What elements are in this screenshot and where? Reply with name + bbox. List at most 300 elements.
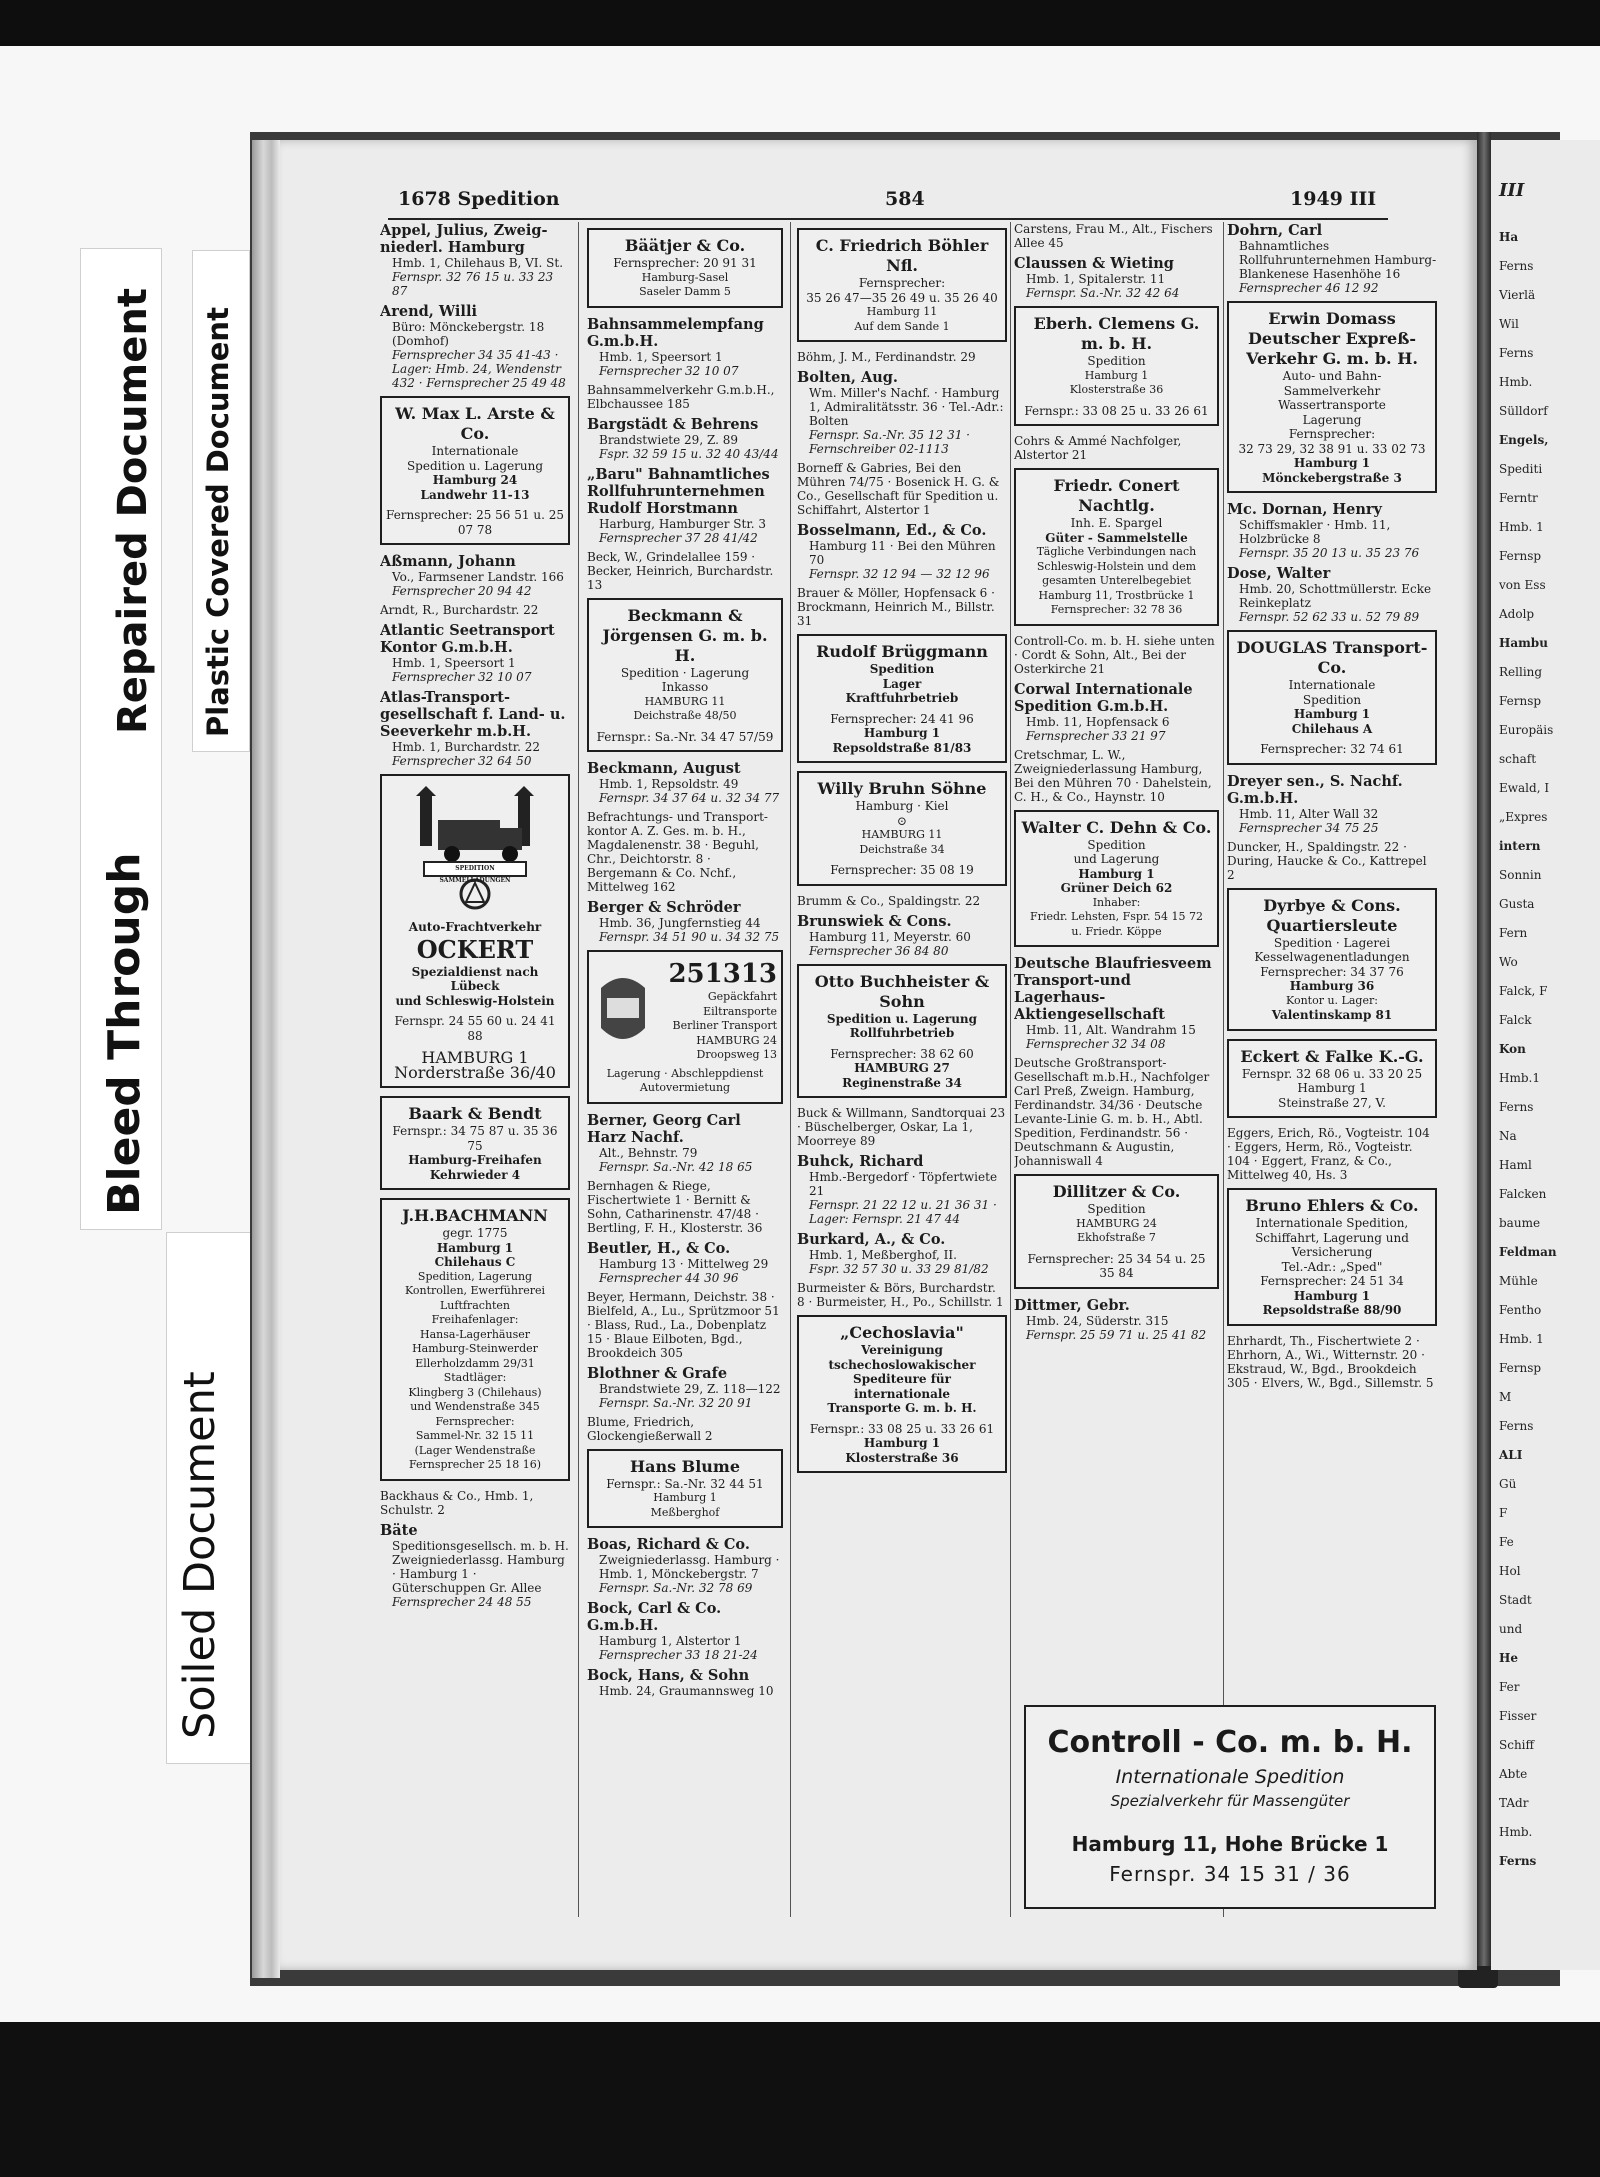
entry-name: Bäte [380,1521,418,1539]
advert-bold-line: tschechoslowakischer [828,1357,976,1372]
entry-name: Atlas-Transport-gesellschaft f. Land- u. Seeverkehr m.b.H. [380,689,566,740]
column-5 [1227,222,1437,1395]
directory-entry [380,553,570,598]
directory-entry [1014,1297,1219,1342]
directory-entry [1227,501,1437,560]
entry-address: Hmb. 36, Jungfernstieg 44 [599,916,761,930]
advert-name: Bäätjer & Co. [624,236,746,255]
advert-address: Hamburg 1 [863,1436,941,1450]
next-page-fragment: Fernsp [1499,1361,1542,1375]
advert-detail: HAMBURG 24 [696,1033,777,1047]
entry-name: Mc. Dornan, Henry [1227,501,1382,518]
advert-name: Bruno Ehlers & Co. [1245,1196,1419,1215]
next-page-fragment: Europäis [1499,723,1554,737]
advert-box [1227,301,1437,493]
next-page-fragment: Falck [1499,1013,1532,1027]
advert-detail: Klingberg 3 (Chilehaus) [408,1385,542,1399]
advert-detail: Hamburg-Steinwerder [412,1342,538,1355]
advert-bold-line: Hamburg-Freihafen [408,1153,542,1167]
entry-name: Boas, Richard & Co. [587,1536,750,1553]
next-page-fragment: Spediti [1499,462,1543,476]
advert-bold-line: Chilehaus A [1291,721,1373,736]
entry-address: Harburg, Hamburger Str. 3 [599,516,767,531]
advert-name: Erwin Domass Deutscher Expreß-Verkehr G. m. b. H. [1246,309,1418,368]
next-page-fragment: Fernsp [1499,549,1542,563]
advert-line: Lagerung [1302,412,1362,427]
entry-phone: Fernspr. Sa.-Nr. 32 20 91 [599,1395,753,1410]
advert-detail: Hansa-Lagerhäuser [420,1327,530,1341]
advert-detail: Hamburg-Sasel [641,270,729,284]
advert-detail: Kontor u. Lager: [1286,993,1378,1007]
entry-phone: Fspr. 32 57 30 u. 33 29 81/82 [809,1262,989,1276]
advert-address: Repsoldstraße 81/83 [832,740,972,755]
next-page-fragment: Relling [1499,665,1543,679]
entry-phone: Fernsprecher 34 75 25 [1239,820,1379,835]
advert-line: Spedition [1087,1202,1146,1216]
advert-detail: Luftfrachten [439,1298,511,1312]
advert-box [1014,810,1219,948]
next-page-fragment: Haml [1499,1158,1532,1172]
directory-entry [1227,1334,1437,1390]
advert-line: Spedition [1302,692,1362,707]
entry-phone: Fernsprecher 37 28 41/42 [599,530,758,545]
directory-entry [797,522,1007,581]
next-page-fragment: Abte [1499,1767,1528,1781]
next-page-fragment: Ferns [1499,1419,1534,1433]
next-page-fragment: Fernsp [1499,694,1542,708]
directory-entry [1014,434,1219,462]
entry-address: Wm. Miller's Nachf. · Hamburg 1, Admiralitätsstr. 36 · Tel.-Adr.: Bolten [809,386,1004,428]
entry-phone: Fernsprecher 32 64 50 [392,754,532,768]
advert-line: Fernsprecher: 24 51 34 [1260,1274,1404,1288]
advert-name: Rudolf Brüggmann [816,642,988,661]
entry-address: Hmb. 20, Schottmüllerstr. Ecke Reinkeplatz [1239,582,1432,610]
advert-line: Hamburg · Kiel [855,799,949,813]
directory-entry [797,369,1007,456]
entry-phone: Fernsprecher 44 30 96 [599,1270,739,1285]
entry-name: Bock, Hans, & Sohn [587,1667,750,1684]
directory-entry [380,603,570,617]
directory-entry [1014,222,1219,250]
directory-entry [587,416,783,461]
soiled-label [166,1232,252,1764]
directory-entry [1014,1056,1219,1168]
next-page-fragment: Mühle [1499,1274,1538,1288]
entry-name: Berner, Georg Carl Harz Nachf. [587,1111,741,1146]
controll-co-advertisement [1024,1705,1436,1909]
entry-address: Hamburg 13 · Mittelweg 29 [599,1256,769,1271]
advert-bold-line: Kraftfuhrbetrieb [845,691,959,705]
directory-entry [587,1415,783,1443]
entry-phone: Fernsprecher 34 35 41-43 · Lager: Hmb. 24, Wendenstr 432 · Fernsprecher 25 49 48 [392,348,566,390]
entry-address: Hmb. 1, Burchardstr. 22 [392,740,541,754]
advert-detail: Saseler Damm 5 [639,285,731,298]
advert-line: Fernsprecher: 34 37 76 [1260,964,1404,979]
advert-box [797,964,1007,1099]
directory-page [280,140,1477,1970]
next-page-fragment: Fern [1499,926,1528,940]
column-divider [1223,222,1224,1917]
entry-name: Beckmann, August [587,760,741,777]
entry-address: Deutsche Großtransport-Gesellschaft m.b.H., Nachfolger Carl Preß, Zweign. Hamburg, Ferdinandstr. 34/36 · Deutsche Levante-Linie G. m. b. H., Abtl. Spedition, Ferdinandstr. 56 · Deutschmann & Augustin, Johanniswall 4 [1014,1056,1210,1168]
advert-line: Tel.-Adr.: „Sped" [1281,1259,1383,1274]
advert-detail: Ellerholzdamm 29/31 [415,1356,535,1370]
advert-box [380,396,570,545]
directory-entry [797,913,1007,958]
advert-detail: Klosterstraße 36 [1069,383,1164,396]
advert-name: Baark & Bendt [408,1104,542,1123]
advert-bold-line: Hamburg 1 [436,1240,514,1255]
entry-address: Beck, W., Grindelallee 159 · Becker, Heinrich, Burchardstr. 13 [587,549,774,592]
next-page-fragment: Schiff [1499,1738,1535,1752]
advert-detail: Freihafenlager: [431,1313,519,1326]
next-page-fragment: ALI [1499,1448,1523,1462]
entry-phone: Fernsprecher 32 10 07 [599,363,739,378]
entry-address: Hmb. 24, Süderstr. 315 [1026,1313,1169,1328]
entry-address: Hmb. 1, Speersort 1 [392,656,516,670]
next-page-fragment: Fe [1499,1535,1514,1549]
entry-address: Hamburg 1, Alstertor 1 [599,1634,742,1648]
entry-phone: Fernspr. 21 22 12 u. 21 36 31 · Lager: Fernspr. 21 47 44 [809,1198,997,1226]
directory-entry [587,550,783,592]
advert-detail: Droopsweg 13 [696,1048,777,1061]
entry-address: Cohrs & Ammé Nachfolger, Alstertor 21 [1014,434,1182,462]
entry-address: Hmb. 11, Hopfensack 6 [1026,714,1170,729]
advert-detail: Eiltransporte [703,1004,777,1018]
entry-address: Hmb.-Bergedorf · Töpfertwiete 21 [809,1170,998,1198]
entry-name: Claussen & Wieting [1014,255,1174,272]
ad-phone: Fernspr. 34 15 31 / 36 [1109,1862,1351,1886]
advert-line: Inkasso [661,680,709,694]
advert-name: C. Friedrich Böhler Nfl. [815,236,989,275]
advert-name: Willy Bruhn Söhne [817,779,987,798]
next-page-fragment: Hmb. 1 [1499,1332,1544,1346]
entry-phone: Fernsprecher 20 94 42 [392,584,532,598]
advert-line: Spedition [1087,354,1146,368]
column-4 [1014,222,1219,1347]
next-page-fragment: schaft [1499,752,1537,766]
entry-phone: Fernspr. 32 76 15 u. 33 23 87 [392,270,554,298]
advert-box [1014,306,1219,426]
entry-name: Beutler, H., & Co. [587,1239,731,1257]
advert-box [587,598,783,753]
advert-line: Sammelverkehr [1283,383,1381,398]
advert-line: 32 73 29, 32 38 91 u. 33 02 73 [1238,441,1426,456]
advert-line: und Lagerung [1073,852,1160,866]
entry-address: Hmb. 11, Alt. Wandrahm 15 [1026,1023,1196,1037]
advert-line: ⊙ [896,813,908,828]
entry-phone: Fernspr. Sa.-Nr. 42 18 65 [599,1159,753,1174]
advert-detail: HAMBURG 11 [644,694,726,708]
next-page-edge [1491,140,1600,1970]
advert-name: Dyrbye & Cons. Quartiersleute [1263,895,1401,935]
book-page-edges [252,140,280,1978]
entry-address: Bahnsammelverkehr G.m.b.H., Elbchaussee 185 [587,382,775,411]
advert-phone: Fernspr.: Sa.-Nr. 34 47 57/59 [596,729,774,744]
ad-address: Hamburg 11, Hohe Brücke 1 [1071,1832,1389,1856]
ad-subtagline: Spezialverkehr für Massengüter [1110,1792,1350,1810]
next-page-fragment: baume [1499,1216,1541,1230]
next-page-fragment: von Ess [1499,578,1546,592]
entry-phone: Fernspr. 34 51 90 u. 34 32 75 [599,930,780,944]
advert-line: Auto- und Bahn- [1282,369,1382,383]
repaired-text: Repaired Document [110,288,156,734]
advert-detail: Friedr. Lehsten, Fspr. 54 15 72 [1030,910,1203,923]
directory-entry [380,622,570,684]
directory-entry [587,1290,783,1360]
advert-line: Spedition u. Lagerung [406,458,544,473]
advert-line: Spedition [1087,837,1146,852]
entry-address: Hmb. 1, Speersort 1 [599,349,723,364]
entry-address: Brandstwiete 29, Z. 118—122 [599,1381,781,1396]
bleed-through-text: Bleed Through [99,852,150,1215]
advert-detail: Spedition, Lagerung [417,1269,533,1283]
next-page-fragment: Ferntr [1499,491,1538,505]
advert-bold-line: Lager [882,676,922,691]
next-page-fragment: Hambu [1499,636,1548,650]
advert-line: Internationale [1288,678,1376,692]
next-page-fragment: He [1499,1651,1518,1665]
advert-bold-line: Transporte G. m. b. H. [827,1401,977,1415]
entry-phone: Fernsprecher 33 18 21-24 [599,1648,758,1662]
hand-icon [593,958,653,1054]
advert-phone: Fernsprecher: 32 74 61 [1260,742,1404,756]
advert-box [797,228,1007,342]
directory-entry [797,461,1007,517]
advert-detail: und Wendenstraße 345 [410,1400,540,1413]
advert-name: Friedr. Conert Nachtlg. [1053,476,1180,515]
advert-detail: Deichstraße 48/50 [633,709,737,722]
next-page-fragment: Gusta [1499,897,1535,911]
advert-address: Klosterstraße 36 [845,1450,959,1465]
directory-entry [1014,681,1219,743]
entry-address: Schiffsmakler · Hmb. 11, Holzbrücke 8 [1239,518,1391,546]
header-left: 1678 Spedition [398,188,560,210]
entry-phone: Fernspr. Sa.-Nr. 32 42 64 [1026,286,1180,300]
entry-name: Corwal Internationale Spedition G.m.b.H. [1014,680,1193,715]
entry-name: Buhck, Richard [797,1153,924,1170]
entry-name: Bock, Carl & Co. G.m.b.H. [587,1600,722,1634]
directory-entry [587,1667,783,1698]
advert-phone: Fernsprecher: 35 08 19 [830,863,974,877]
entry-name: Berger & Schröder [587,899,741,916]
entry-name: Bosselmann, Ed., & Co. [797,522,987,539]
column-divider [1010,222,1011,1917]
plastic-covered-label [192,250,250,752]
advert-name: OCKERT [416,934,534,964]
advert-phone: Fernspr.: 33 08 25 u. 33 26 61 [1024,403,1209,418]
entry-name: Blothner & Grafe [587,1364,728,1382]
advert-detail: Auf dem Sande 1 [854,319,950,333]
book-gutter [1477,132,1491,1978]
entry-address: Arndt, R., Burchardstr. 22 [380,603,539,617]
advert-address: Hamburg 1 [863,726,941,740]
next-page-fragment: Kon [1499,1042,1526,1056]
next-page-fragment: Fer [1499,1680,1520,1694]
entry-address: Buck & Willmann, Sandtorquai 23 · Büschelberger, Oskar, La 1, Moorreye 89 [797,1106,1006,1148]
advert-name: DOUGLAS Transport-Co. [1236,638,1428,677]
advert-detail: Tägliche Verbindungen nach Schleswig-Holstein und dem gesamten Unterelbegebiet [1036,545,1197,587]
entry-address: Vo., Farmsener Landstr. 166 [392,570,564,584]
entry-address: Böhm, J. M., Ferdinandstr. 29 [797,350,976,364]
advert-name: Hans Blume [629,1456,741,1476]
repaired-label [106,248,166,738]
advert-line: Fernsprecher: [1288,427,1376,441]
directory-entry [587,810,783,894]
directory-entry [1014,255,1219,300]
entry-name: Brunswiek & Cons. [797,912,952,930]
entry-name: Atlantic Seetransport Kontor G.m.b.H. [380,622,555,656]
logo-banner-text: SPEDITION SAMMELLADUNGEN [439,865,511,884]
directory-entry [587,1536,783,1595]
scan-top-border [0,0,1600,46]
advert-detail: Deichstraße 34 [859,842,945,856]
directory-entry [380,1522,570,1609]
advert-detail: HAMBURG 24 [1076,1216,1157,1230]
advert-address: HAMBURG 1 [421,1048,529,1067]
advert-box [1227,1188,1437,1326]
directory-entry [797,350,1007,364]
truck-logo [400,786,550,914]
entry-address: Hmb. 1, Meßberghof, II. [809,1248,957,1262]
advert-bold-line: Hamburg 36 [1289,979,1375,993]
eiltransport-advert [587,950,783,1104]
directory-entry [587,1112,783,1174]
next-page-fragment: M [1499,1390,1512,1404]
advert-name: Eberh. Clemens G. m. b. H. [1033,314,1200,353]
next-page-fragment: Adolp [1499,607,1535,621]
next-page-fragment: Na [1499,1129,1517,1143]
advert-line: Internationale Spedition, Schiffahrt, Lagerung und Versicherung [1255,1216,1409,1259]
entry-address: Hamburg 11, Meyerstr. 60 [809,929,971,944]
advert-line: Internationale [431,444,519,458]
advert-detail: HAMBURG 11 [861,828,943,841]
advert-name: J.H.BACHMANN [402,1206,548,1225]
entry-address: Eggers, Erich, Rö., Vogteistr. 104 · Eggers, Herm, Rö., Vogteistr. 104 · Eggert, Franz, & Co., Mittelweg 40, Hs. 3 [1227,1126,1430,1182]
advert-bold-line: Chilehaus C [434,1255,516,1269]
advert-bold-line: Hamburg 1 [1078,866,1155,881]
advert-detail: (Lager Wendenstraße [414,1443,536,1457]
advert-address: Reginenstraße 34 [842,1075,962,1090]
next-page-fragment: Fentho [1499,1303,1542,1317]
next-page-fragment: Ferns [1499,346,1534,360]
next-page-fragment: Hmb.1 [1499,1071,1540,1085]
advert-box [1014,468,1219,626]
advert-phone: Fernsprecher: 38 62 60 [830,1046,974,1061]
advert-detail: Hamburg 11 [866,305,938,318]
next-page-fragment: Falck, F [1499,984,1548,998]
advert-bold-line: Spedition u. Lagerung [826,1011,978,1026]
advert-line: gegr. 1775 [442,1226,508,1240]
advert-box [1227,630,1437,765]
entry-phone: Fernspr. 34 37 64 u. 32 34 77 [599,791,780,805]
entry-phone: Fernspr. Sa.-Nr. 32 78 69 [599,1581,753,1595]
advert-bold-line: Repsoldstraße 88/90 [1262,1303,1402,1317]
entry-name: Burkard, A., & Co. [797,1231,946,1248]
advert-bold-line: Mönckebergstraße 3 [1262,470,1402,485]
advert-bold-line: Güter - Sammelstelle [1045,530,1188,545]
next-page-fragment: Hol [1499,1564,1521,1578]
entry-address: Burmeister & Börs, Burchardstr. 8 · Burmeister, H., Po., Schillstr. 1 [797,1281,1004,1309]
entry-address: Backhaus & Co., Hmb. 1, Schulstr. 2 [380,1488,534,1517]
advert-line: Auto-Frachtverkehr [408,920,542,934]
soiled-text: Soiled Document [175,1371,225,1739]
column-1 [380,222,570,1614]
advert-bold-line: Hamburg 24 [432,473,518,487]
page-number: 584 [885,188,925,210]
entry-phone: Fernsprecher 46 12 92 [1239,281,1379,295]
directory-entry [587,760,783,805]
advert-detail: Fernsprecher 25 18 16) [408,1458,542,1471]
advert-name: 251313 [668,959,777,989]
directory-entry [1227,840,1437,882]
advert-line: Spedition · Lagerung [620,665,750,680]
directory-entry [587,1179,783,1235]
entry-name: Bargstädt & Behrens [587,415,759,433]
advert-line: Steinstraße 27, V. [1278,1095,1386,1110]
directory-entry [797,1106,1007,1148]
advert-name: Otto Buchheister & Sohn [814,971,990,1011]
entry-name: Deutsche Blaufriesveem Transport-und Lagerhaus-Aktiengesellschaft [1014,955,1212,1023]
truck-emblem-icon [400,786,550,914]
advert-line: Fernspr.: 34 75 87 u. 35 36 75 [392,1124,558,1153]
directory-entry [587,316,783,378]
ockert-advert [380,774,570,1088]
advert-box [1227,1039,1437,1119]
scan-bottom-border [0,2022,1600,2177]
entry-address: Beyer, Hermann, Deichstr. 38 · Bielfeld, A., Lu., Sprützmoor 51 · Blass, Rud., La., Dobenplatz 15 · Blaue Eilboten, Bgd., Brookdeich 305 [587,1289,780,1360]
next-page-fragment: Wil [1499,317,1519,331]
entry-name: Arend, Willi [380,303,477,320]
entry-address: Bernhagen & Riege, Fischertwiete 1 · Bernitt & Sohn, Catharinenstr. 47/48 · Bertling, F. H., Klosterstr. 36 [587,1178,763,1235]
advert-phone: Fernspr. 24 55 60 u. 24 41 88 [394,1014,556,1043]
directory-entry [797,894,1007,908]
column-2 [587,222,783,1703]
advert-detail: Sammel-Nr. 32 15 11 [415,1429,535,1442]
advert-phone: Fernsprecher: 25 56 51 u. 25 07 78 [386,508,564,537]
hand-illustration [593,958,653,1054]
next-page-fragment: F [1499,1506,1508,1520]
advert-bold-line: Hamburg 1 [1293,456,1371,470]
advert-line: Fernsprecher: 20 91 31 [613,256,757,270]
column-3 [797,222,1007,1481]
next-page-fragment: Ewald, I [1499,781,1550,795]
directory-entry [587,1600,783,1662]
header-rule [388,218,1388,220]
advert-address: Valentinskamp 81 [1271,1008,1393,1022]
advert-name: Beckmann & Jörgensen G. m. b. H. [602,605,768,665]
advert-detail: Kontrollen, Ewerführerei [404,1284,546,1297]
directory-entry [587,1240,783,1285]
entry-name: Dose, Walter [1227,565,1331,582]
directory-entry [797,586,1007,628]
entry-phone: Fernspr. 25 59 71 u. 25 41 82 [1026,1327,1207,1342]
entry-address: Büro: Mönckebergstr. 18 (Domhof) [392,320,545,348]
advert-box [587,228,783,308]
entry-phone: Fernspr. Sa.-Nr. 35 12 31 · Fernschreiber 02-1113 [809,428,970,456]
next-page-fragment: Sonnin [1499,868,1542,882]
advert-detail: und Schleswig-Holstein [395,993,555,1008]
next-page-fragment: Hmb. 1 [1499,520,1544,534]
entry-address: Carstens, Frau M., Alt., Fischers Allee 45 [1014,222,1213,250]
advert-detail: Fernsprecher: 32 78 36 [1050,603,1183,616]
entry-address: Hmb. 24, Graumannsweg 10 [599,1684,774,1698]
advert-phone: Fernsprecher: 24 41 96 [830,711,974,726]
advert-detail: Meßberghof [650,1505,720,1519]
next-page-fragment: „Expres [1499,810,1548,824]
directory-entry [380,689,570,768]
next-page-fragment: TAdr [1499,1796,1529,1810]
